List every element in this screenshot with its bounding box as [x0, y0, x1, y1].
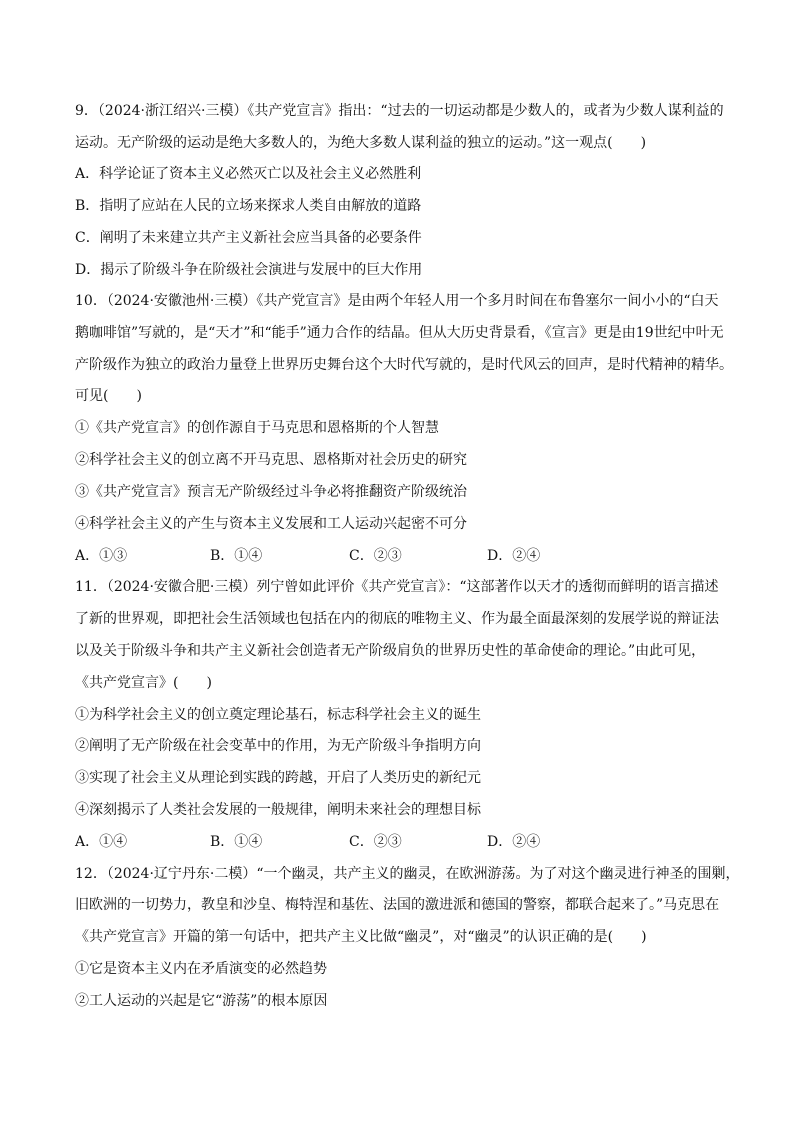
statement-1: ①为科学社会主义的创立奠定理论基石，标志科学社会主义的诞生 — [75, 707, 481, 723]
question-stem-line: 旧欧洲的一切势力，教皇和沙皇、梅特涅和基佐、法国的激进派和德国的警察，都联合起来了。”马克思在 — [75, 897, 720, 913]
question-stem-line: 产阶级作为独立的政治力量登上世界历史舞台这个大时代写就的，是时代风云的回声，是时代精神的精华。 — [75, 357, 733, 373]
question-stem-line: 了新的世界观，即把社会生活领域也包括在内的彻底的唯物主义、作为最全面最深刻的发展学说的辩证法 — [75, 611, 719, 627]
choice-c: C．②③ — [349, 834, 402, 850]
choice-b: B．①④ — [210, 548, 263, 564]
choice-d: D．揭示了阶级斗争在阶级社会演进与发展中的巨大作用 — [75, 262, 423, 278]
choice-b: B．指明了应站在人民的立场来探求人类自由解放的道路 — [75, 198, 422, 214]
question-stem-line: 10．（2024·安徽池州·三模）《共产党宣言》是由两个年轻人用一个多月时间在布鲁塞尔一间小小的“白天 — [75, 293, 719, 309]
choice-b: B．①④ — [210, 834, 263, 850]
question-stem-line: 以及关于阶级斗争和共产主义新社会创造者无产阶级肩负的世界历史性的革命使命的理论。”由此可见， — [75, 643, 706, 659]
choice-a: A．科学论证了资本主义必然灭亡以及社会主义必然胜利 — [75, 166, 422, 182]
statement-1: ①它是资本主义内在矛盾演变的必然趋势 — [75, 961, 327, 977]
question-stem-line: 9．（2024·浙江绍兴·三模）《共产党宣言》指出：“过去的一切运动都是少数人的，或者为少数人谋利益的 — [75, 103, 724, 119]
question-stem-line: 鹅咖啡馆”写就的，是“天才”和“能手”通力合作的结晶。但从大历史背景看，《宣言》更是由19世纪中叶无 — [75, 325, 724, 341]
choice-a: A．①④ — [75, 834, 128, 850]
choice-d: D．②④ — [487, 834, 541, 850]
question-stem-line: 可见( ) — [75, 388, 142, 404]
choice-c: C．②③ — [349, 548, 402, 564]
statement-3: ③实现了社会主义从理论到实践的跨越，开启了人类历史的新纪元 — [75, 770, 481, 786]
question-stem-line: 《共产党宣言》( ) — [75, 675, 212, 691]
choices-row — [75, 546, 725, 566]
statement-2: ②科学社会主义的创立离不开马克思、恩格斯对社会历史的研究 — [75, 452, 467, 468]
question-stem-line: 11．（2024·安徽合肥·三模）列宁曾如此评价《共产党宣言》：“这部著作以天才的透彻而鲜明的语言描述 — [75, 579, 719, 595]
choice-c: C．阐明了未来建立共产主义新社会应当具备的必要条件 — [75, 230, 422, 246]
question-stem-line: 12．（2024·辽宁丹东·二模）“一个幽灵，共产主义的幽灵，在欧洲游荡。为了对这个幽灵进行神圣的围剿， — [75, 866, 740, 882]
choice-a: A．①③ — [75, 548, 128, 564]
question-stem-line: 运动。无产阶级的运动是绝大多数人的，为绝大多数人谋利益的独立的运动。”这一观点( ) — [75, 135, 647, 151]
statement-1: ①《共产党宣言》的创作源自于马克思和恩格斯的个人智慧 — [75, 420, 439, 436]
statement-2: ②阐明了无产阶级在社会变革中的作用，为无产阶级斗争指明方向 — [75, 738, 481, 754]
choices-row — [75, 832, 725, 852]
statement-2: ②工人运动的兴起是它“游荡”的根本原因 — [75, 993, 328, 1009]
statement-4: ④深刻揭示了人类社会发展的一般规律，阐明未来社会的理想目标 — [75, 802, 481, 818]
statement-3: ③《共产党宣言》预言无产阶级经过斗争必将推翻资产阶级统治 — [75, 484, 467, 500]
choice-d: D．②④ — [487, 548, 541, 564]
question-stem-line: 《共产党宣言》开篇的第一句话中，把共产主义比做“幽灵”，对“幽灵”的认识正确的是( ) — [75, 929, 647, 945]
statement-4: ④科学社会主义的产生与资本主义发展和工人运动兴起密不可分 — [75, 516, 467, 532]
